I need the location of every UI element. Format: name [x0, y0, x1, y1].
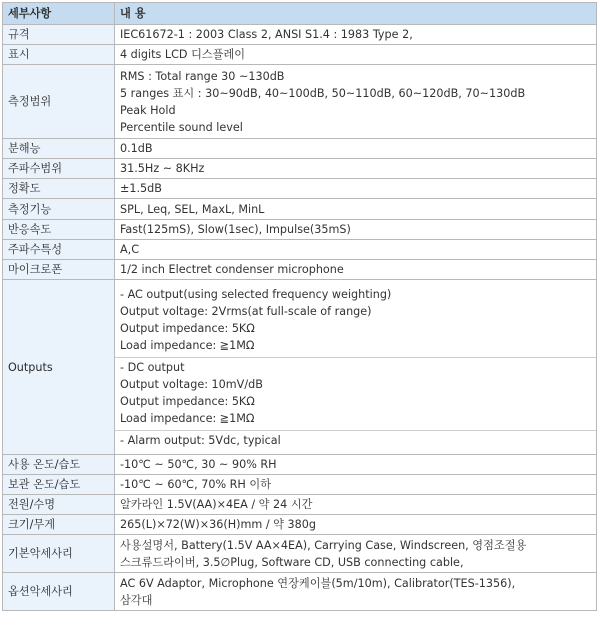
- table-row: [3, 535, 597, 573]
- value-line: 0.1dB: [120, 142, 153, 155]
- table-row: [3, 25, 597, 45]
- table-row: [3, 220, 597, 240]
- row-label: 보관 온도/습도: [3, 475, 115, 495]
- row-label: 정확도: [3, 179, 115, 199]
- table-row: [3, 475, 597, 495]
- table-header: [3, 3, 597, 25]
- header-col-content: 내 용: [115, 3, 597, 25]
- value-line: RMS : Total range 30 ~130dB: [120, 69, 285, 83]
- alarm-output-group: [115, 431, 596, 449]
- value-line: 삼각대: [120, 593, 153, 607]
- value-line: - AC output(using selected frequency weighting): [120, 288, 392, 301]
- value-line: 5 ranges 표시 : 30~90dB, 40~100dB, 50~110dB, 60~120dB, 70~130dB: [120, 86, 526, 100]
- value-line: Percentile sound level: [120, 120, 243, 134]
- value-line: AC 6V Adaptor, Microphone 연장케이블(5m/10m), Calibrator(TES-1356),: [120, 576, 516, 590]
- row-value: [115, 573, 597, 611]
- row-value: [115, 515, 597, 535]
- row-label: 옵션악세사리: [3, 573, 115, 611]
- table-row: [3, 199, 597, 220]
- value-line: 1/2 inch Electret condenser microphone: [120, 263, 344, 276]
- row-label: 사용 온도/습도: [3, 455, 115, 475]
- row-value: [115, 495, 597, 515]
- value-line: - DC output: [120, 361, 185, 374]
- table-row: [3, 240, 597, 260]
- ac-output-group: [115, 285, 596, 358]
- table-row: [3, 45, 597, 65]
- row-label: 주파수특성: [3, 240, 115, 260]
- value-line: 31.5Hz ~ 8KHz: [120, 162, 205, 175]
- row-value: [115, 45, 597, 65]
- table-row: [3, 515, 597, 535]
- table-row-outputs: [3, 280, 597, 455]
- row-label: 규격: [3, 25, 115, 45]
- row-value: [115, 179, 597, 199]
- row-label: 측정범위: [3, 65, 115, 139]
- row-value: [115, 475, 597, 495]
- value-line: 사용설명서, Battery(1.5V AA×4EA), Carrying Case, Windscreen, 영점조절용: [120, 538, 527, 552]
- outputs-value: [115, 280, 597, 455]
- row-label: 주파수범위: [3, 159, 115, 179]
- value-line: Fast(125mS), Slow(1sec), Impulse(35mS): [120, 223, 351, 236]
- value-line: Output impedance: 5KΩ: [120, 395, 255, 408]
- dc-output-group: [115, 358, 596, 431]
- value-line: A,C: [120, 243, 140, 256]
- row-value: [115, 199, 597, 220]
- table-row: [3, 139, 597, 159]
- row-value: [115, 25, 597, 45]
- value-line: ±1.5dB: [120, 182, 162, 195]
- row-value: [115, 455, 597, 475]
- value-line: -10℃ ~ 50℃, 30 ~ 90% RH: [120, 458, 277, 471]
- value-line: 265(L)×72(W)×36(H)mm / 약 380g: [120, 518, 316, 531]
- table-row: [3, 495, 597, 515]
- spec-table: [2, 2, 597, 611]
- row-value: [115, 139, 597, 159]
- row-label: 전원/수명: [3, 495, 115, 515]
- value-line: 스크류드라이버, 3.5∅Plug, Software CD, USB connecting cable,: [120, 555, 464, 569]
- table-row: [3, 455, 597, 475]
- value-line: Output impedance: 5KΩ: [120, 322, 255, 335]
- row-value: [115, 240, 597, 260]
- row-label: 측정기능: [3, 199, 115, 220]
- row-value: [115, 535, 597, 573]
- table-row: [3, 179, 597, 199]
- table-row: [3, 573, 597, 611]
- row-label: 분해능: [3, 139, 115, 159]
- value-line: Peak Hold: [120, 103, 176, 117]
- header-col-detail: 세부사항: [3, 3, 115, 25]
- row-label: 마이크로폰: [3, 260, 115, 280]
- row-value: [115, 220, 597, 240]
- row-label: 표시: [3, 45, 115, 65]
- row-label: 기본악세사리: [3, 535, 115, 573]
- row-value: [115, 159, 597, 179]
- value-line: IEC61672-1 : 2003 Class 2, ANSI S1.4 : 1983 Type 2,: [120, 28, 413, 41]
- table-row: [3, 65, 597, 139]
- header-row: [3, 3, 597, 25]
- value-line: -10℃ ~ 60℃, 70% RH 이하: [120, 478, 272, 491]
- table-row: [3, 159, 597, 179]
- value-line: 알카라인 1.5V(AA)×4EA / 약 24 시간: [120, 498, 313, 511]
- value-line: SPL, Leq, SEL, MaxL, MinL: [120, 202, 265, 216]
- value-line: Output voltage: 10mV/dB: [120, 378, 263, 391]
- table-body: [3, 25, 597, 611]
- outputs-groups: [115, 285, 596, 449]
- row-value: [115, 260, 597, 280]
- value-line: Output voltage: 2Vrms(at full-scale of range): [120, 305, 372, 318]
- value-line: - Alarm output: 5Vdc, typical: [120, 434, 281, 447]
- row-label: Outputs: [3, 280, 115, 455]
- table-row: [3, 260, 597, 280]
- row-label: 크기/무게: [3, 515, 115, 535]
- row-value: [115, 65, 597, 139]
- value-line: Load impedance: ≧1MΩ: [120, 339, 255, 352]
- value-line: 4 digits LCD 디스플레이: [120, 48, 246, 61]
- row-label: 반응속도: [3, 220, 115, 240]
- value-line: Load impedance: ≧1MΩ: [120, 412, 255, 425]
